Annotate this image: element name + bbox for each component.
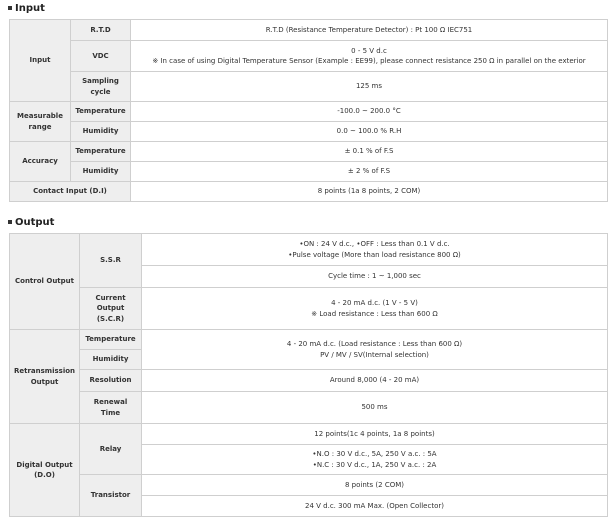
bullet-square-icon [8, 220, 12, 224]
contact-input-label: Contact Input (D.I) [10, 182, 131, 202]
relay-line-1: •N.O : 30 V d.c., 5A, 250 V a.c. : 5A [312, 450, 437, 458]
transistor-points-value: 8 points (2 COM) [142, 475, 608, 496]
current-line-2: ※ Load resistance : Less than 600 Ω [311, 309, 438, 318]
digital-output-group-label: Digital Output (D.O) [10, 424, 80, 517]
current-output-value [142, 288, 608, 330]
acc-temp-value: ± 0.1 % of F.S [131, 142, 608, 162]
current-line-1: 4 - 20 mA d.c. (1 V - 5 V) [331, 299, 418, 307]
contact-input-value: 8 points (1a 8 points, 2 COM) [131, 182, 608, 202]
input-spec-table [9, 19, 608, 202]
meas-temp-value: -100.0 ~ 200.0 °C [131, 102, 608, 122]
retrans-line-1: 4 - 20 mA d.c. (Load resistance : Less than 600 Ω) [286, 340, 463, 348]
measurable-group-label: Measurable range [10, 102, 71, 142]
acc-hum-label: Humidity [71, 162, 131, 182]
acc-hum-value: ± 2 % of F.S [131, 162, 608, 182]
retrans-temp-label: Temperature [80, 330, 142, 350]
retrans-hum-label: Humidity [80, 350, 142, 370]
vdc-line-1: 0 - 5 V d.c [351, 46, 387, 55]
ssr-label: S.S.R [80, 234, 142, 288]
bullet-square-icon [8, 6, 12, 10]
ssr-line-1: •ON : 24 V d.c., •OFF : Less than 0.1 V d.c. [299, 240, 450, 248]
transistor-spec-value: 24 V d.c. 300 mA Max. (Open Collector) [142, 496, 608, 517]
retransmission-group-label: Retransmission Output [10, 330, 80, 424]
meas-temp-label: Temperature [71, 102, 131, 122]
retrans-line-2: PV / MV / SV(Internal selection) [320, 350, 429, 359]
relay-label: Relay [80, 424, 142, 475]
vdc-line-2: ※ In case of using Digital Temperature Sensor (Example : EE99), please connect resistance 250 Ω in parallel on the exterior [152, 57, 586, 65]
relay-line-2: •N.C : 30 V d.c., 1A, 250 V a.c. : 2A [312, 460, 437, 469]
input-group-label: Input [10, 20, 71, 102]
cycle-time-value: Cycle time : 1 ~ 1,000 sec [142, 266, 608, 288]
output-spec-table [9, 233, 608, 517]
current-output-label: Current Output (S.C.R) [80, 288, 142, 330]
sampling-value: 125 ms [131, 72, 608, 102]
retrans-temp-hum-value [142, 330, 608, 370]
accuracy-group-label: Accuracy [10, 142, 71, 182]
ssr-value [142, 234, 608, 266]
output-title-text: Output [15, 217, 55, 228]
transistor-label: Transistor [80, 475, 142, 517]
rtd-label: R.T.D [71, 20, 131, 41]
sampling-label: Sampling cycle [71, 72, 131, 102]
rtd-value: R.T.D (Resistance Temperature Detector) : Pt 100 Ω IEC751 [131, 20, 608, 41]
vdc-label: VDC [71, 41, 131, 72]
control-output-group-label: Control Output [10, 234, 80, 330]
ssr-line-2: •Pulse voltage (More than load resistance 800 Ω) [288, 250, 461, 259]
meas-hum-label: Humidity [71, 122, 131, 142]
renewal-time-label: Renewal Time [80, 392, 142, 424]
resolution-label: Resolution [80, 370, 142, 392]
output-section-title [8, 217, 54, 228]
renewal-time-value: 500 ms [142, 392, 608, 424]
relay-spec-value [142, 445, 608, 475]
meas-hum-value: 0.0 ~ 100.0 % R.H [131, 122, 608, 142]
vdc-value [131, 41, 608, 72]
acc-temp-label: Temperature [71, 142, 131, 162]
input-title-text: Input [15, 3, 45, 14]
relay-points-value: 12 points(1c 4 points, 1a 8 points) [142, 424, 608, 445]
resolution-value: Around 8,000 (4 - 20 mA) [142, 370, 608, 392]
input-section-title [8, 3, 45, 14]
